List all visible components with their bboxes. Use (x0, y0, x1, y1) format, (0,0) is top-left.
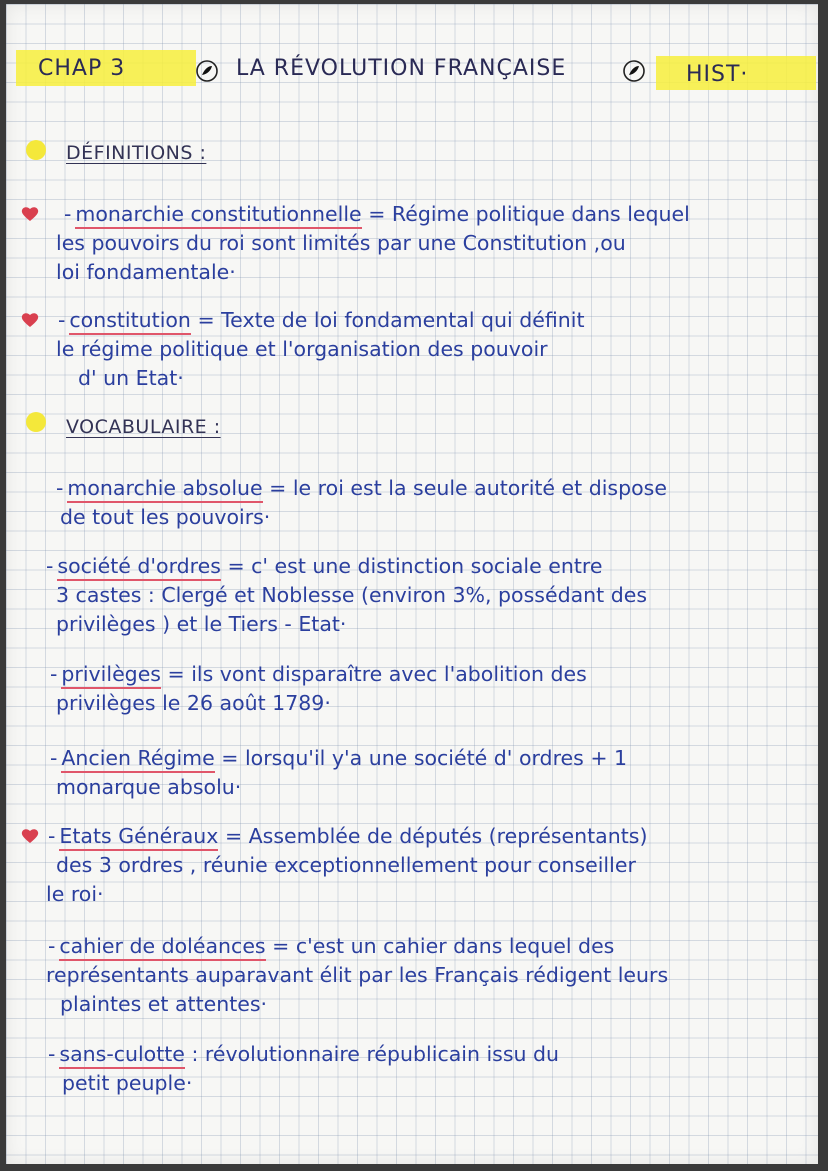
chapter-label: CHAP 3 (38, 56, 126, 81)
entry-line: privilèges le 26 août 1789· (56, 691, 331, 715)
term-definition: = c' est une distinction sociale entre (220, 554, 603, 578)
entry-line: 3 castes : Clergé et Noblesse (environ 3%, possédant des (56, 583, 647, 607)
entry-line: monarque absolu· (56, 775, 242, 799)
section-bullet-icon (26, 140, 46, 160)
term-definition: : révolutionnaire républicain issu du (184, 1042, 560, 1066)
entry-line (50, 660, 587, 688)
entry-line (48, 1040, 559, 1068)
term-label: Ancien Régime (61, 746, 214, 773)
dash-marker: - (64, 202, 72, 226)
term-definition: = Assemblée de députés (représentants) (218, 824, 648, 848)
dash-marker: - (48, 1042, 56, 1066)
term-label: constitution (69, 308, 191, 335)
dash-marker: - (50, 746, 58, 770)
term-label: sans-culotte (59, 1042, 185, 1069)
term-definition: = lorsqu'il y'a une société d' ordres + 1 (214, 746, 628, 770)
entry-line: des 3 ordres , réunie exceptionnellement pour conseiller (56, 853, 636, 877)
page-title: LA RÉVOLUTION FRANÇAISE (236, 56, 567, 81)
term-definition: = Texte de loi fondamental qui définit (190, 308, 585, 332)
section-heading-definitions: DÉFINITIONS : (66, 142, 207, 164)
entry-line (46, 552, 603, 580)
entry-line: privilèges ) et le Tiers - Etat· (56, 612, 347, 636)
entry-line (64, 200, 690, 228)
entry-line: plaintes et attentes· (60, 992, 268, 1016)
term-definition: = c'est un cahier dans lequel des (265, 934, 615, 958)
dash-marker: - (46, 554, 54, 578)
dash-marker: - (48, 934, 56, 958)
term-label: monarchie absolue (67, 476, 262, 503)
notebook-page (6, 4, 818, 1164)
entry-line: les pouvoirs du roi sont limités par une Constitution ,ou (56, 231, 626, 255)
entry-line: le roi· (46, 882, 104, 906)
subject-label: HIST· (686, 62, 749, 87)
term-label: privilèges (61, 662, 161, 689)
term-label: Etats Généraux (59, 824, 218, 851)
term-definition: = ils vont disparaître avec l'abolition des (160, 662, 587, 686)
entry-line: représentants auparavant élit par les Français rédigent leurs (46, 963, 669, 987)
dash-marker: - (56, 476, 64, 500)
entry-line: le régime politique et l'organisation des pouvoir (56, 337, 548, 361)
dash-marker: - (48, 824, 56, 848)
term-label: monarchie constitutionnelle (75, 202, 361, 229)
section-bullet-icon-2 (26, 412, 46, 432)
dash-marker: - (50, 662, 58, 686)
entry-line (48, 822, 647, 850)
term-definition: = le roi est la seule autorité et dispose (262, 476, 667, 500)
entry-line: d' un Etat· (78, 366, 184, 390)
entry-line: petit peuple· (62, 1071, 193, 1095)
section-heading-vocabulaire: VOCABULAIRE : (66, 416, 221, 438)
heart-icon (20, 310, 40, 330)
entry-line (48, 932, 614, 960)
heart-icon (20, 204, 40, 224)
pen-nib-icon (196, 60, 218, 82)
term-label: cahier de doléances (59, 934, 265, 961)
entry-line (58, 306, 585, 334)
pen-nib-icon-2 (623, 60, 645, 82)
heart-icon (20, 826, 40, 846)
entry-line: de tout les pouvoirs· (60, 505, 271, 529)
entry-line: loi fondamentale· (56, 260, 236, 284)
entry-line (50, 744, 627, 772)
entry-line (56, 474, 667, 502)
term-label: société d'ordres (57, 554, 221, 581)
term-definition: = Régime politique dans lequel (361, 202, 690, 226)
dash-marker: - (58, 308, 66, 332)
